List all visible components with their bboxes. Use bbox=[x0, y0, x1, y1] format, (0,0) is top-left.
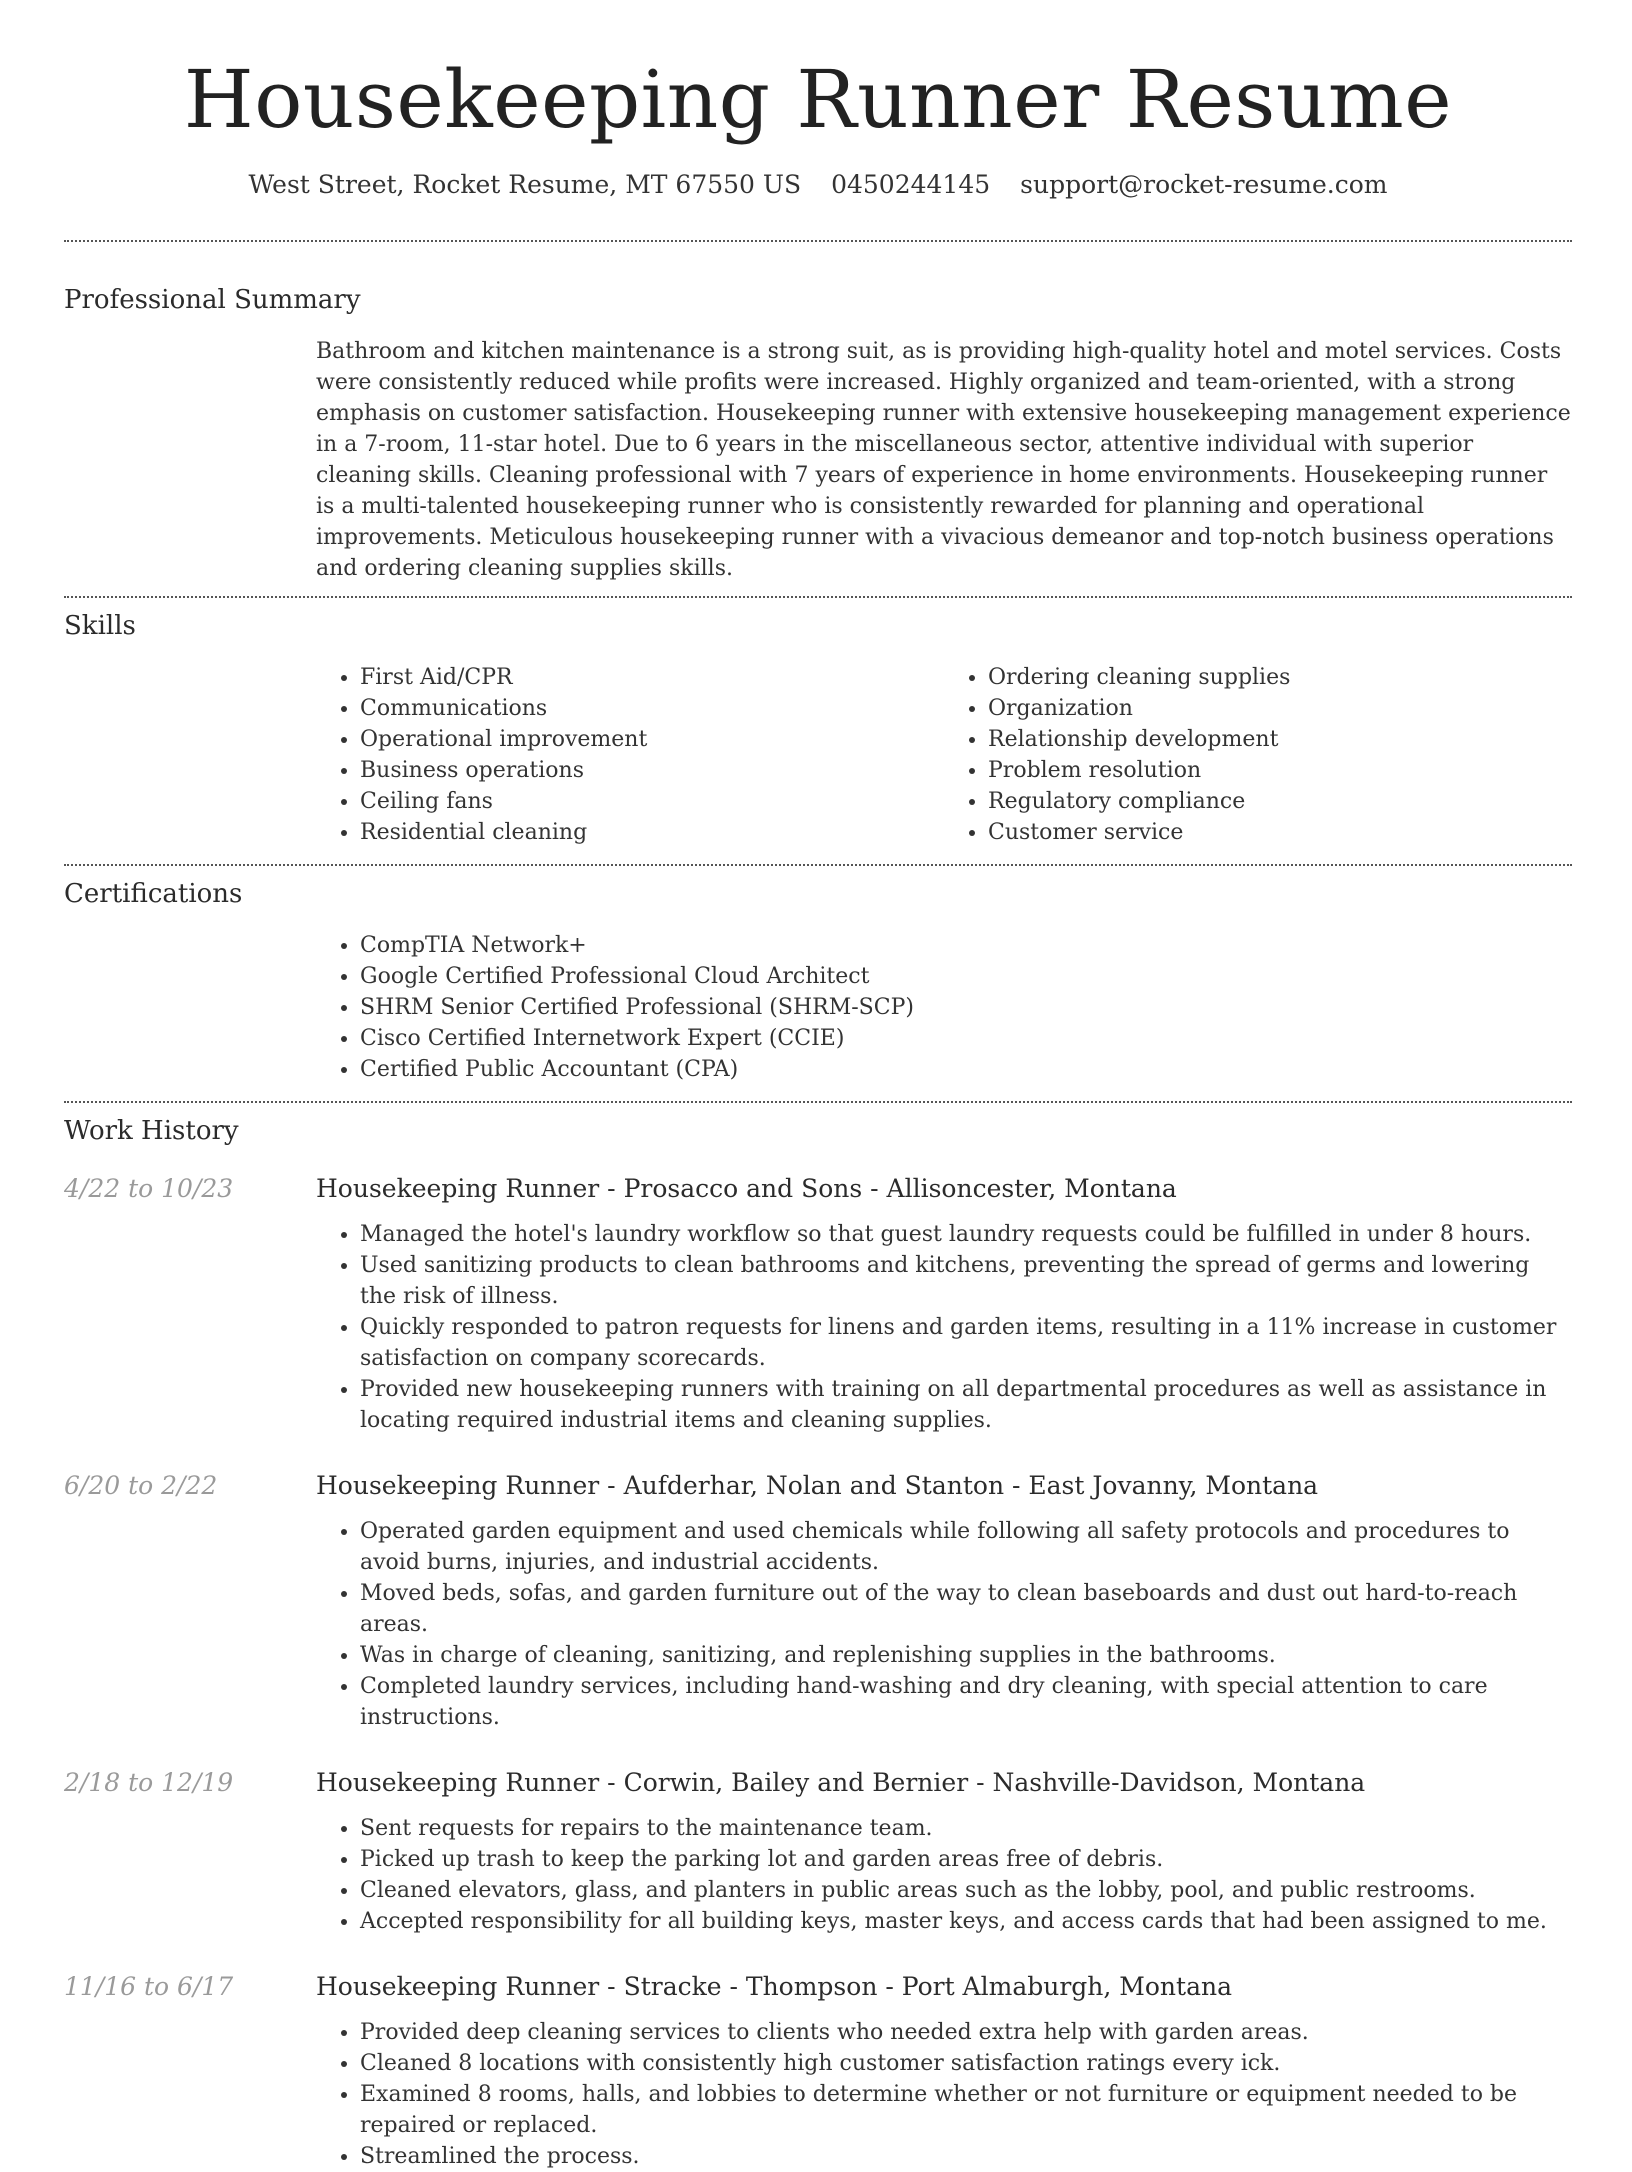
section-title-summary: Professional Summary bbox=[64, 285, 361, 315]
skill-item: • Business operations bbox=[360, 755, 944, 786]
job-entry bbox=[64, 1171, 1572, 1436]
resume bbox=[64, 0, 1572, 2172]
job-bullets bbox=[316, 1516, 1572, 1733]
job-bullet: • Was in charge of cleaning, sanitizing, and replenishing supplies in the bathrooms. bbox=[360, 1640, 1572, 1671]
job-header-row bbox=[64, 1969, 1572, 2005]
job-bullet: • Completed laundry services, including hand-washing and dry cleaning, with special attention to care instructions. bbox=[360, 1671, 1572, 1733]
certifications-list bbox=[316, 930, 1572, 1085]
certification-item: • Cisco Certified Internetwork Expert (CCIE) bbox=[360, 1023, 1572, 1054]
skill-item: • Ceiling fans bbox=[360, 786, 944, 817]
job-title: Housekeeping Runner - Prosacco and Sons - Allisoncester, Montana bbox=[316, 1174, 1177, 1203]
job-bullet: • Used sanitizing products to clean bathrooms and kitchens, preventing the spread of germs and lowering the risk of illness. bbox=[360, 1250, 1572, 1312]
skill-item: • Residential cleaning bbox=[360, 817, 944, 848]
job-bullet: • Sent requests for repairs to the maintenance team. bbox=[360, 1813, 1572, 1844]
resume-title: Housekeeping Runner Resume bbox=[183, 53, 1453, 146]
job-bullet: • Provided deep cleaning services to clients who needed extra help with garden areas. bbox=[360, 2017, 1572, 2048]
job-entry bbox=[64, 1969, 1572, 2172]
contact-line bbox=[64, 168, 1572, 202]
divider bbox=[64, 596, 1572, 598]
contact-phone: 0450244145 bbox=[831, 170, 991, 199]
skills-column-left bbox=[316, 662, 944, 848]
section-title-certifications: Certifications bbox=[64, 879, 243, 909]
job-bullet: • Cleaned 8 locations with consistently high customer satisfaction ratings every ick. bbox=[360, 2048, 1572, 2079]
job-title: Housekeeping Runner - Corwin, Bailey and Bernier - Nashville-Davidson, Montana bbox=[316, 1768, 1366, 1797]
skill-item: • Relationship development bbox=[988, 724, 1572, 755]
job-bullet: • Cleaned elevators, glass, and planters in public areas such as the lobby, pool, and public restrooms. bbox=[360, 1875, 1572, 1906]
job-bullet: • Accepted responsibility for all building keys, master keys, and access cards that had been assigned to me. bbox=[360, 1906, 1572, 1937]
job-bullet: • Examined 8 rooms, halls, and lobbies to determine whether or not furniture or equipment needed to be repaired or replaced. bbox=[360, 2079, 1572, 2141]
skill-item: • First Aid/CPR bbox=[360, 662, 944, 693]
job-header-row bbox=[64, 1171, 1572, 1207]
job-entry bbox=[64, 1468, 1572, 1733]
job-title: Housekeeping Runner - Stracke - Thompson - Port Almaburgh, Montana bbox=[316, 1972, 1232, 2001]
job-bullets bbox=[316, 1813, 1572, 1937]
certification-item: • Certified Public Accountant (CPA) bbox=[360, 1054, 1572, 1085]
skill-item: • Communications bbox=[360, 693, 944, 724]
skill-item: • Customer service bbox=[988, 817, 1572, 848]
job-dates: 2/18 to 12/19 bbox=[64, 1768, 234, 1797]
job-bullets bbox=[316, 1219, 1572, 1436]
job-dates: 4/22 to 10/23 bbox=[64, 1174, 234, 1203]
job-header-row bbox=[64, 1468, 1572, 1504]
divider bbox=[64, 240, 1572, 242]
job-bullet: • Streamlined the process. bbox=[360, 2141, 1572, 2172]
skill-item: • Organization bbox=[988, 693, 1572, 724]
certification-item: • CompTIA Network+ bbox=[360, 930, 1572, 961]
contact-address: West Street, Rocket Resume, MT 67550 US bbox=[248, 170, 802, 199]
skills-list bbox=[316, 662, 1572, 848]
job-title: Housekeeping Runner - Aufderhar, Nolan and Stanton - East Jovanny, Montana bbox=[316, 1471, 1319, 1500]
job-bullet: • Operated garden equipment and used chemicals while following all safety protocols and procedures to avoid burns, injuries, and industrial accidents. bbox=[360, 1516, 1572, 1578]
certification-item: • SHRM Senior Certified Professional (SHRM-SCP) bbox=[360, 992, 1572, 1023]
contact-email: support@rocket-resume.com bbox=[1020, 170, 1388, 199]
skill-item: • Ordering cleaning supplies bbox=[988, 662, 1572, 693]
divider bbox=[64, 864, 1572, 866]
job-bullet: • Quickly responded to patron requests for linens and garden items, resulting in a 11% increase in customer satisfaction on company scorecards. bbox=[360, 1312, 1572, 1374]
section-title-skills: Skills bbox=[64, 611, 136, 641]
summary-text: Bathroom and kitchen maintenance is a strong suit, as is providing high-quality hotel and motel services. Costs were consistently reduced while profits were increased. Highly organized and team-oriented, with a strong emphasis on customer satisfaction. Housekeeping runner with extensive housekeeping management experience in a 7-room, 11-star hotel. Due to 6 years in the miscellaneous sector, attentive individual with superior cleaning skills. Cleaning professional with 7 years of experience in home environments. Housekeeping runner is a multi-talented housekeeping runner who is consistently rewarded for planning and operational improvements. Meticulous housekeeping runner with a vivacious demeanor and top-notch business operations and ordering cleaning supplies skills. bbox=[316, 339, 1571, 581]
skill-item: • Operational improvement bbox=[360, 724, 944, 755]
job-dates: 6/20 to 2/22 bbox=[64, 1471, 218, 1500]
skill-item: • Regulatory compliance bbox=[988, 786, 1572, 817]
certification-item: • Google Certified Professional Cloud Architect bbox=[360, 961, 1572, 992]
skill-item: • Problem resolution bbox=[988, 755, 1572, 786]
job-bullet: • Managed the hotel's laundry workflow so that guest laundry requests could be fulfilled in under 8 hours. bbox=[360, 1219, 1572, 1250]
job-dates: 11/16 to 6/17 bbox=[64, 1972, 234, 2001]
divider bbox=[64, 1101, 1572, 1103]
job-bullets bbox=[316, 2017, 1572, 2172]
job-entry bbox=[64, 1765, 1572, 1937]
section-title-work-history: Work History bbox=[64, 1116, 239, 1146]
skills-column-right bbox=[944, 662, 1572, 848]
job-header-row bbox=[64, 1765, 1572, 1801]
job-bullet: • Provided new housekeeping runners with training on all departmental procedures as well as assistance in locating required industrial items and cleaning supplies. bbox=[360, 1374, 1572, 1436]
job-bullet: • Picked up trash to keep the parking lot and garden areas free of debris. bbox=[360, 1844, 1572, 1875]
job-bullet: • Moved beds, sofas, and garden furniture out of the way to clean baseboards and dust out hard-to-reach areas. bbox=[360, 1578, 1572, 1640]
